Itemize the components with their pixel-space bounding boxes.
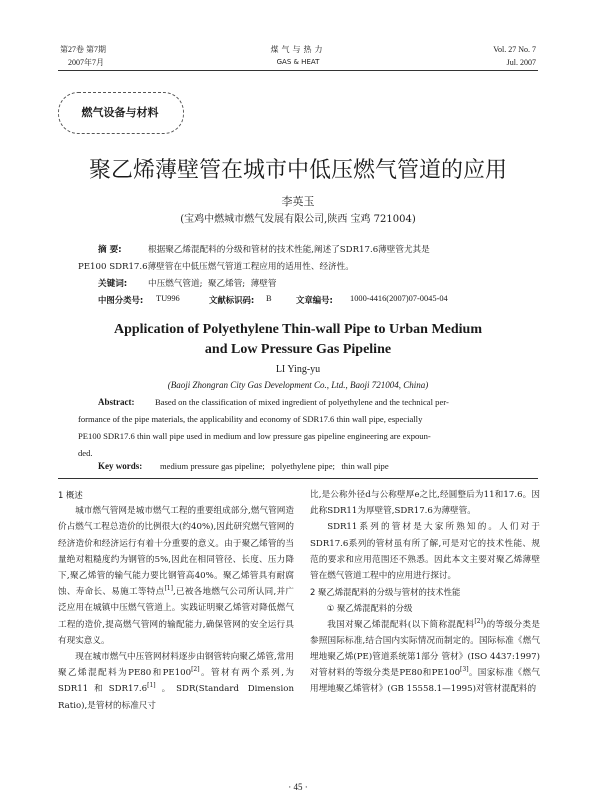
title-en-line-2: and Low Pressure Gas Pipeline [204, 342, 392, 357]
keywords-cn: 中压燃气管道; 聚乙烯管; 薄壁管 [148, 279, 277, 289]
article-number-label: 文章编号: [296, 295, 333, 305]
section-2-1-heading: ① 聚乙烯混配料的分级 [326, 603, 413, 614]
abstract-rule [58, 478, 538, 479]
keywords-en-label: Key words: [98, 461, 143, 471]
body-paragraph-3: 比,是公称外径d与公称壁厚e之比,经圆整后为11和17.6。因此称SDR11为厚壁管,SDR17.6为薄壁管。 [310, 490, 540, 517]
abstract-en-line-2: formance of the pipe materials, the applicability and economy of SDR17.6 thin wall pipe, especially [78, 414, 423, 424]
affiliation-en: (Baoji Zhongran City Gas Development Co., Ltd., Baoji 721004, China) [167, 380, 429, 390]
author-cn: 李英玉 [281, 195, 315, 208]
doc-code-label: 文献标识码: [209, 295, 255, 305]
body-paragraph-1 [58, 503, 294, 649]
right-column [310, 487, 540, 698]
date-en: Jul. 2007 [506, 58, 536, 67]
body-text: )的等级分类是参照国际标准,结合国内实际情况而制定的。国际标准《燃气埋地聚乙烯(PE)管道系统第1部分 管材》(ISO 4437:1997)对管材料的等级分类是PE80和PE100 [310, 619, 541, 679]
abstract-en-line-4: ded. [78, 448, 93, 458]
body-text: 我国对聚乙烯混配料(以下简称混配料 [327, 619, 475, 630]
abstract-cn-line-2: PE100 SDR17.6薄壁管在中低压燃气管道工程应用的适用性、经济性。 [78, 262, 354, 272]
journal-name-en: GAS & HEAT [276, 58, 320, 66]
body-text: ,已被各地燃气公司所认同,并广泛应用在城镇中压燃气管道上。实践证明聚乙烯管对降低燃气工程的造价,提高燃气管网的输配能力,确保管网的安全运行具有现实意义。 [58, 587, 294, 646]
abstract-cn-label: 摘 要: [98, 245, 122, 255]
keywords-en: medium pressure gas pipeline; polyethylene pipe; thin wall pipe [160, 461, 389, 471]
citation: [2] [474, 617, 483, 625]
citation: [1] [147, 682, 156, 690]
keywords-cn-label: 关键词: [98, 279, 128, 289]
doc-code: B [266, 294, 272, 303]
section-2-heading: 2 聚乙烯混配料的分级与管材的技术性能 [310, 587, 461, 598]
volume-issue-en: Vol. 27 No. 7 [493, 45, 536, 54]
citation: [2] [191, 666, 200, 674]
abstract-en-label: Abstract: [98, 397, 135, 407]
body-text: 。SDR(Standard Dimension Ratio),是管材的标准尺寸 [58, 684, 294, 711]
body-paragraph-4: SDR11系列的管材是大家所熟知的。人们对于SDR17.6系列的管材虽有所了解,可是对它的技术性能、规范的要求和应用范围还不熟悉。因此本文主要对聚乙烯薄壁管在燃气管道工程中的应用进行探讨。 [310, 522, 540, 582]
clc-number: TU996 [156, 294, 180, 303]
left-column [58, 487, 294, 714]
title-cn: 聚乙烯薄壁管在城市中低压燃气管道的应用 [88, 158, 507, 183]
citation: [1] [164, 585, 173, 593]
section-badge: 燃气设备与材料 [81, 106, 159, 119]
section-1-heading: 1 概述 [58, 490, 83, 500]
title-en-line-1: Application of Polyethylene Thin-wall Pipe to Urban Medium [113, 322, 483, 337]
journal-name-cn: 煤气与热力 [270, 45, 326, 54]
date-cn: 2007年7月 [68, 58, 104, 67]
affiliation-cn: (宝鸡中燃城市燃气发展有限公司,陕西 宝鸡 721004) [180, 214, 416, 225]
body-text: 。管材有两个系列,为SDR11和SDR17.6 [58, 668, 294, 695]
body-paragraph-2 [58, 649, 294, 714]
body-text: 。国家标准《燃气用埋地聚乙烯管材》(GB 15558.1—1995)对管材混配料的 [310, 668, 540, 695]
abstract-en-line-1: Based on the classification of mixed ingredient of polyethylene and the technical per- [155, 397, 449, 407]
clc-label: 中图分类号: [98, 295, 144, 305]
page-number: · 45 · [288, 782, 308, 792]
body-paragraph-5 [310, 617, 540, 698]
abstract-en-line-3: PE100 SDR17.6 thin wall pipe used in medium and low pressure gas pipeline engineering are expoun- [78, 431, 431, 441]
body-text: 现在城市燃气中压管网材料逐步由钢管转向聚乙烯管,常用聚乙烯混配料为PE80和PE100 [58, 652, 294, 679]
citation: [3] [460, 666, 469, 674]
abstract-cn-line-1: 根据聚乙烯混配料的分级和管材的技术性能,阐述了SDR17.6薄壁管尤其是 [148, 245, 430, 255]
author-en: LI Ying-yu [275, 364, 321, 375]
volume-issue-cn: 第27卷 第7期 [60, 45, 106, 54]
article-number: 1000-4416(2007)07-0045-04 [350, 294, 448, 303]
header-rule [58, 70, 538, 71]
body-text: 城市燃气管网是城市燃气工程的重要组成部分,燃气管网造价占燃气工程总造价的比例很大(约40%),因此研究燃气管网的经济造价和经济运行有着十分重要的意义。由于聚乙烯管的当量绝对粗糙度约为钢管的5%,因此在相同管径、长度、压力降下,聚乙烯管的输气能力要比钢管高40%。聚乙烯管具有耐腐蚀、寿命长、易施工等特点 [58, 506, 294, 598]
